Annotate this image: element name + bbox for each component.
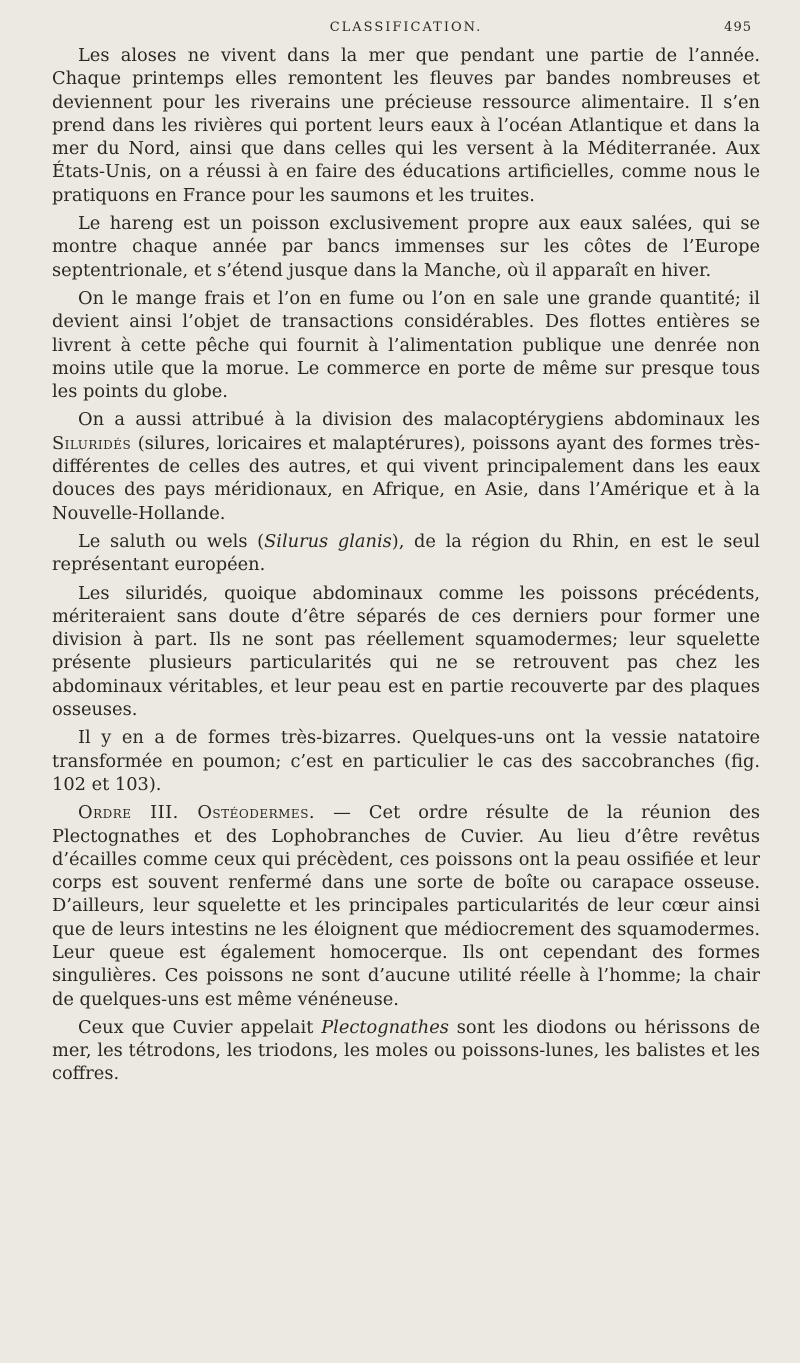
small-caps-text: Ordre III. Ostéodermes. xyxy=(78,802,316,824)
text-run: — Cet ordre résulte de la réunion des Plectognathes et des Lophobranches de Cuvier. Au lieu d’être revêtus d’écailles comme ceux qui précèdent, ces poissons ont la peau ossifiée et leur corps est souvent renfermé dans une sorte de boîte ou carapace osseuse. D’ailleurs, leur squelette et les principales particularités de leur cœur ainsi que de leurs intestins ne les éloignent que médiocrement des squamodermes. Leur queue est également homocerque. Ils ont cependant des formes singulières. Ces poissons ne sont d’aucune utilité réelle à l’homme; la chair de quelques-uns est même vénéneuse. xyxy=(52,802,760,1010)
text-run: Les siluridés, quoique abdominaux comme les poissons précédents, mériteraient sans doute d’être séparés de ces derniers pour former une division à part. Ils ne sont pas réellement squamodermes; leur squelette présente plusieurs particularités qui ne se retrouvent pas chez les abdominaux véritables, et leur peau est en partie recouverte par des plaques osseuses. xyxy=(52,582,760,721)
text-run: On a aussi attribué à la division des malacoptérygiens abdominaux les xyxy=(78,409,760,431)
paragraph xyxy=(52,1016,760,1086)
text-run: Il y en a de formes très-bizarres. Quelques-uns ont la vessie natatoire transformée en poumon; c’est en particulier le cas des saccobranches (fig. 102 et 103). xyxy=(52,727,760,795)
paragraph xyxy=(52,726,760,796)
small-caps-text: Siluridés xyxy=(52,432,132,454)
text-run: Le hareng est un poisson exclusivement propre aux eaux salées, qui se montre chaque année par bancs immenses sur les côtes de l’Europe septentrionale, et s’étend jusque dans la Manche, où il apparaît en hiver. xyxy=(52,213,760,281)
page-number: 495 xyxy=(724,20,752,35)
italic-text: Silurus glanis xyxy=(264,530,392,552)
text-run: (silures, loricaires et malaptérures), poissons ayant des formes très-différentes de celles des autres, et qui vivent principalement dans les eaux douces des pays méridionaux, en Afrique, en Asie, dans l’Amérique et à la Nouvelle-Hollande. xyxy=(52,432,760,524)
text-run: ), de la région du Rhin, en est le seul représentant européen. xyxy=(52,530,760,576)
running-head xyxy=(52,14,760,44)
text-run: Les aloses ne vivent dans la mer que pendant une partie de l’année. Chaque printemps elles remontent les fleuves par bandes nombreuses et deviennent pour les riverains une précieuse ressource alimentaire. Il s’en prend dans les rivières qui portent leurs eaux à l’océan Atlantique et dans la mer du Nord, ainsi que dans celles qui les versent à la Méditerranée. Aux États-Unis, on a réussi à en faire des éducations artificielles, comme nous le pratiquons en France pour les saumons et les truites. xyxy=(52,45,760,206)
text-run: On le mange frais et l’on en fume ou l’on en sale une grande quantité; il devient ainsi l’objet de transactions considérables. Des flottes entières se livrent à cette pêche qui fournit à l’alimentation publique une denrée non moins utile que la morue. Le commerce en porte de même sur presque tous les points du globe. xyxy=(52,287,760,403)
running-title: CLASSIFICATION. xyxy=(329,20,483,35)
body-text xyxy=(52,44,760,1086)
paragraph xyxy=(52,801,760,1011)
text-run: Le saluth ou wels ( xyxy=(78,530,265,552)
italic-text: Plectognathes xyxy=(321,1016,449,1038)
paragraph xyxy=(52,408,760,524)
text-run: sont les diodons ou hérissons de mer, les tétrodons, les triodons, les moles ou poissons-lunes, les balistes et les coffres. xyxy=(52,1016,760,1085)
paragraph xyxy=(52,212,760,282)
paragraph xyxy=(52,582,760,722)
paragraph xyxy=(52,287,760,403)
paragraph xyxy=(52,530,760,577)
paragraph xyxy=(52,44,760,207)
text-run: Ceux que Cuvier appelait xyxy=(78,1016,322,1038)
